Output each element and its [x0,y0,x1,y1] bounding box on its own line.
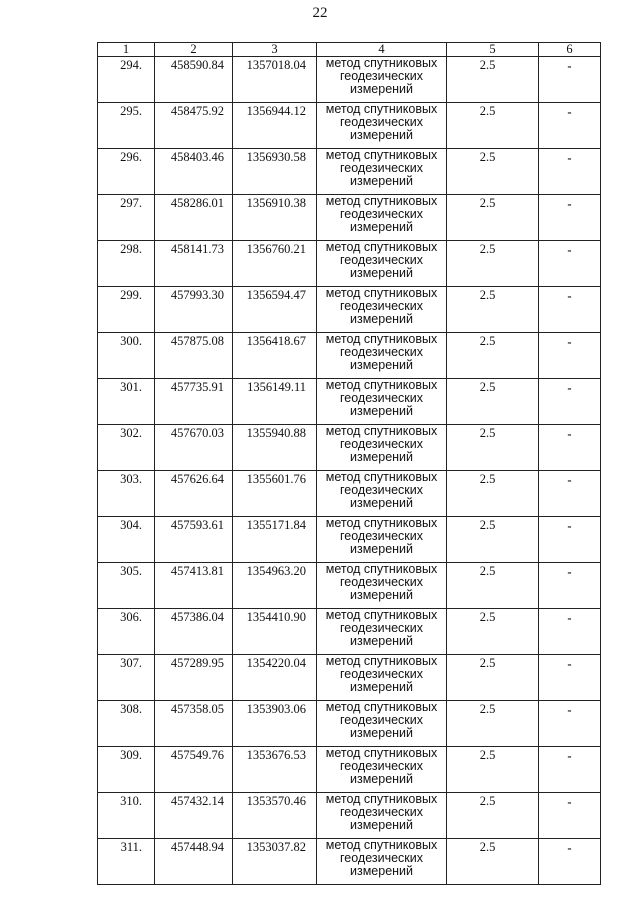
table-row [98,563,601,609]
method-cell: метод спутниковых геодезических измерений [317,609,447,655]
table-row [98,379,601,425]
x-coordinate-cell [155,149,233,195]
point-number-cell-text: 303. [120,472,142,486]
column-header: 1 [98,43,155,57]
y-coordinate-cell-text: 1357018.04 [246,58,306,72]
table-row [98,839,601,885]
y-coordinate-cell [233,701,317,747]
point-number-cell [98,57,155,103]
accuracy-cell [447,195,539,241]
x-coordinate-cell [155,287,233,333]
x-coordinate-cell [155,195,233,241]
coordinates-table [97,42,601,885]
y-coordinate-cell [233,839,317,885]
accuracy-cell-text: 2.5 [479,334,496,348]
x-coordinate-cell-text: 458403.46 [170,150,224,164]
point-number-cell-text: 309. [120,748,142,762]
table-row [98,333,601,379]
method-cell: метод спутниковых геодезических измерений [317,241,447,287]
x-coordinate-cell [155,103,233,149]
table-row [98,793,601,839]
accuracy-cell [447,517,539,563]
y-coordinate-cell [233,195,317,241]
y-coordinate-cell-text: 1356760.21 [246,242,306,256]
accuracy-cell-text: 2.5 [479,150,496,164]
x-coordinate-cell [155,793,233,839]
table-row [98,655,601,701]
table-row [98,425,601,471]
table-row [98,517,601,563]
x-coordinate-cell [155,517,233,563]
accuracy-cell-text: 2.5 [479,288,496,302]
point-number-cell [98,563,155,609]
note-cell: - [539,517,601,563]
y-coordinate-cell [233,609,317,655]
x-coordinate-cell [155,425,233,471]
method-cell: метод спутниковых геодезических измерений [317,425,447,471]
method-cell: метод спутниковых геодезических измерений [317,287,447,333]
point-number-cell [98,793,155,839]
accuracy-cell [447,609,539,655]
accuracy-cell-text: 2.5 [479,794,496,808]
accuracy-cell-text: 2.5 [479,748,496,762]
point-number-cell-text: 308. [120,702,142,716]
accuracy-cell-text: 2.5 [479,58,496,72]
x-coordinate-cell-text: 458141.73 [170,242,224,256]
x-coordinate-cell-text: 457875.08 [170,334,224,348]
point-number-cell [98,747,155,793]
table-row [98,287,601,333]
y-coordinate-cell-text: 1353676.53 [246,748,306,762]
point-number-cell-text: 301. [120,380,142,394]
table-row [98,103,601,149]
y-coordinate-cell-text: 1353037.82 [246,840,306,854]
point-number-cell [98,701,155,747]
accuracy-cell [447,241,539,287]
x-coordinate-cell [155,57,233,103]
y-coordinate-cell-text: 1355171.84 [246,518,306,532]
y-coordinate-cell [233,241,317,287]
x-coordinate-cell-text: 457670.03 [170,426,224,440]
method-cell: метод спутниковых геодезических измерений [317,563,447,609]
point-number-cell-text: 295. [120,104,142,118]
column-header: 3 [233,43,317,57]
point-number-cell [98,149,155,195]
note-cell: - [539,195,601,241]
accuracy-cell [447,655,539,701]
x-coordinate-cell-text: 457735.91 [170,380,224,394]
accuracy-cell-text: 2.5 [479,380,496,394]
note-cell: - [539,149,601,195]
point-number-cell [98,195,155,241]
x-coordinate-cell-text: 457386.04 [170,610,224,624]
point-number-cell-text: 310. [120,794,142,808]
x-coordinate-cell [155,839,233,885]
y-coordinate-cell [233,655,317,701]
note-cell: - [539,793,601,839]
accuracy-cell-text: 2.5 [479,426,496,440]
x-coordinate-cell-text: 458286.01 [170,196,224,210]
note-cell: - [539,471,601,517]
accuracy-cell-text: 2.5 [479,564,496,578]
point-number-cell [98,287,155,333]
y-coordinate-cell-text: 1356418.67 [246,334,306,348]
point-number-cell-text: 294. [120,58,142,72]
point-number-cell-text: 297. [120,196,142,210]
table-row [98,149,601,195]
note-cell: - [539,425,601,471]
x-coordinate-cell [155,563,233,609]
accuracy-cell [447,57,539,103]
table-row [98,57,601,103]
y-coordinate-cell [233,471,317,517]
x-coordinate-cell [155,609,233,655]
method-cell: метод спутниковых геодезических измерений [317,747,447,793]
point-number-cell [98,655,155,701]
table-row [98,747,601,793]
table-row [98,241,601,287]
y-coordinate-cell [233,379,317,425]
y-coordinate-cell-text: 1354963.20 [246,564,306,578]
x-coordinate-cell-text: 458590.84 [170,58,224,72]
y-coordinate-cell [233,517,317,563]
point-number-cell-text: 305. [120,564,142,578]
note-cell: - [539,379,601,425]
accuracy-cell-text: 2.5 [479,702,496,716]
note-cell: - [539,103,601,149]
point-number-cell [98,471,155,517]
accuracy-cell-text: 2.5 [479,656,496,670]
accuracy-cell [447,149,539,195]
y-coordinate-cell [233,793,317,839]
note-cell: - [539,839,601,885]
note-cell: - [539,241,601,287]
point-number-cell-text: 300. [120,334,142,348]
note-cell: - [539,563,601,609]
point-number-cell-text: 296. [120,150,142,164]
y-coordinate-cell-text: 1356149.11 [247,380,306,394]
accuracy-cell [447,471,539,517]
accuracy-cell-text: 2.5 [479,610,496,624]
method-cell: метод спутниковых геодезических измерений [317,839,447,885]
point-number-cell [98,609,155,655]
method-cell: метод спутниковых геодезических измерений [317,333,447,379]
point-number-cell [98,103,155,149]
column-header: 6 [539,43,601,57]
y-coordinate-cell [233,563,317,609]
x-coordinate-cell-text: 457432.14 [170,794,224,808]
y-coordinate-cell-text: 1356930.58 [246,150,306,164]
column-header: 2 [155,43,233,57]
method-cell: метод спутниковых геодезических измерений [317,655,447,701]
x-coordinate-cell [155,333,233,379]
method-cell: метод спутниковых геодезических измерений [317,379,447,425]
y-coordinate-cell-text: 1353570.46 [246,794,306,808]
note-cell: - [539,333,601,379]
point-number-cell [98,241,155,287]
accuracy-cell [447,379,539,425]
y-coordinate-cell-text: 1356910.38 [246,196,306,210]
y-coordinate-cell [233,747,317,793]
x-coordinate-cell [155,379,233,425]
table-header-row [98,43,601,57]
x-coordinate-cell-text: 457993.30 [170,288,224,302]
y-coordinate-cell [233,287,317,333]
method-cell: метод спутниковых геодезических измерений [317,471,447,517]
y-coordinate-cell [233,149,317,195]
method-cell: метод спутниковых геодезических измерений [317,517,447,563]
note-cell: - [539,609,601,655]
point-number-cell-text: 299. [120,288,142,302]
point-number-cell [98,333,155,379]
y-coordinate-cell [233,425,317,471]
point-number-cell [98,379,155,425]
y-coordinate-cell [233,333,317,379]
table-row [98,471,601,517]
accuracy-cell [447,747,539,793]
page-number: 22 [312,5,328,21]
x-coordinate-cell [155,747,233,793]
method-cell: метод спутниковых геодезических измерений [317,195,447,241]
x-coordinate-cell-text: 457448.94 [170,840,224,854]
table-row [98,609,601,655]
y-coordinate-cell [233,103,317,149]
y-coordinate-cell-text: 1354220.04 [246,656,306,670]
point-number-cell-text: 307. [120,656,142,670]
table-row [98,701,601,747]
x-coordinate-cell-text: 457593.61 [170,518,224,532]
x-coordinate-cell-text: 457549.76 [170,748,224,762]
y-coordinate-cell-text: 1353903.06 [246,702,306,716]
point-number-cell-text: 311. [120,840,142,854]
x-coordinate-cell [155,241,233,287]
accuracy-cell-text: 2.5 [479,196,496,210]
note-cell: - [539,655,601,701]
x-coordinate-cell [155,471,233,517]
accuracy-cell-text: 2.5 [479,242,496,256]
method-cell: метод спутниковых геодезических измерений [317,701,447,747]
accuracy-cell [447,425,539,471]
accuracy-cell [447,563,539,609]
point-number-cell-text: 306. [120,610,142,624]
method-cell: метод спутниковых геодезических измерений [317,149,447,195]
y-coordinate-cell-text: 1356944.12 [246,104,306,118]
method-cell: метод спутниковых геодезических измерений [317,57,447,103]
x-coordinate-cell [155,655,233,701]
point-number-cell [98,839,155,885]
accuracy-cell [447,701,539,747]
point-number-cell [98,425,155,471]
note-cell: - [539,57,601,103]
note-cell: - [539,287,601,333]
x-coordinate-cell-text: 457626.64 [170,472,224,486]
accuracy-cell [447,287,539,333]
point-number-cell-text: 304. [120,518,142,532]
x-coordinate-cell-text: 457413.81 [170,564,224,578]
accuracy-cell-text: 2.5 [479,518,496,532]
y-coordinate-cell-text: 1354410.90 [246,610,306,624]
y-coordinate-cell-text: 1355601.76 [246,472,306,486]
accuracy-cell-text: 2.5 [479,104,496,118]
note-cell: - [539,747,601,793]
accuracy-cell [447,839,539,885]
point-number-cell-text: 302. [120,426,142,440]
x-coordinate-cell-text: 458475.92 [170,104,224,118]
column-header: 4 [317,43,447,57]
method-cell: метод спутниковых геодезических измерений [317,103,447,149]
x-coordinate-cell-text: 457289.95 [170,656,224,670]
y-coordinate-cell [233,57,317,103]
y-coordinate-cell-text: 1356594.47 [246,288,306,302]
point-number-cell [98,517,155,563]
point-number-cell-text: 298. [120,242,142,256]
accuracy-cell [447,103,539,149]
note-cell: - [539,701,601,747]
x-coordinate-cell [155,701,233,747]
accuracy-cell [447,333,539,379]
y-coordinate-cell-text: 1355940.88 [246,426,306,440]
column-header: 5 [447,43,539,57]
table-row [98,195,601,241]
accuracy-cell [447,793,539,839]
x-coordinate-cell-text: 457358.05 [170,702,224,716]
method-cell: метод спутниковых геодезических измерений [317,793,447,839]
accuracy-cell-text: 2.5 [479,472,496,486]
accuracy-cell-text: 2.5 [479,840,496,854]
